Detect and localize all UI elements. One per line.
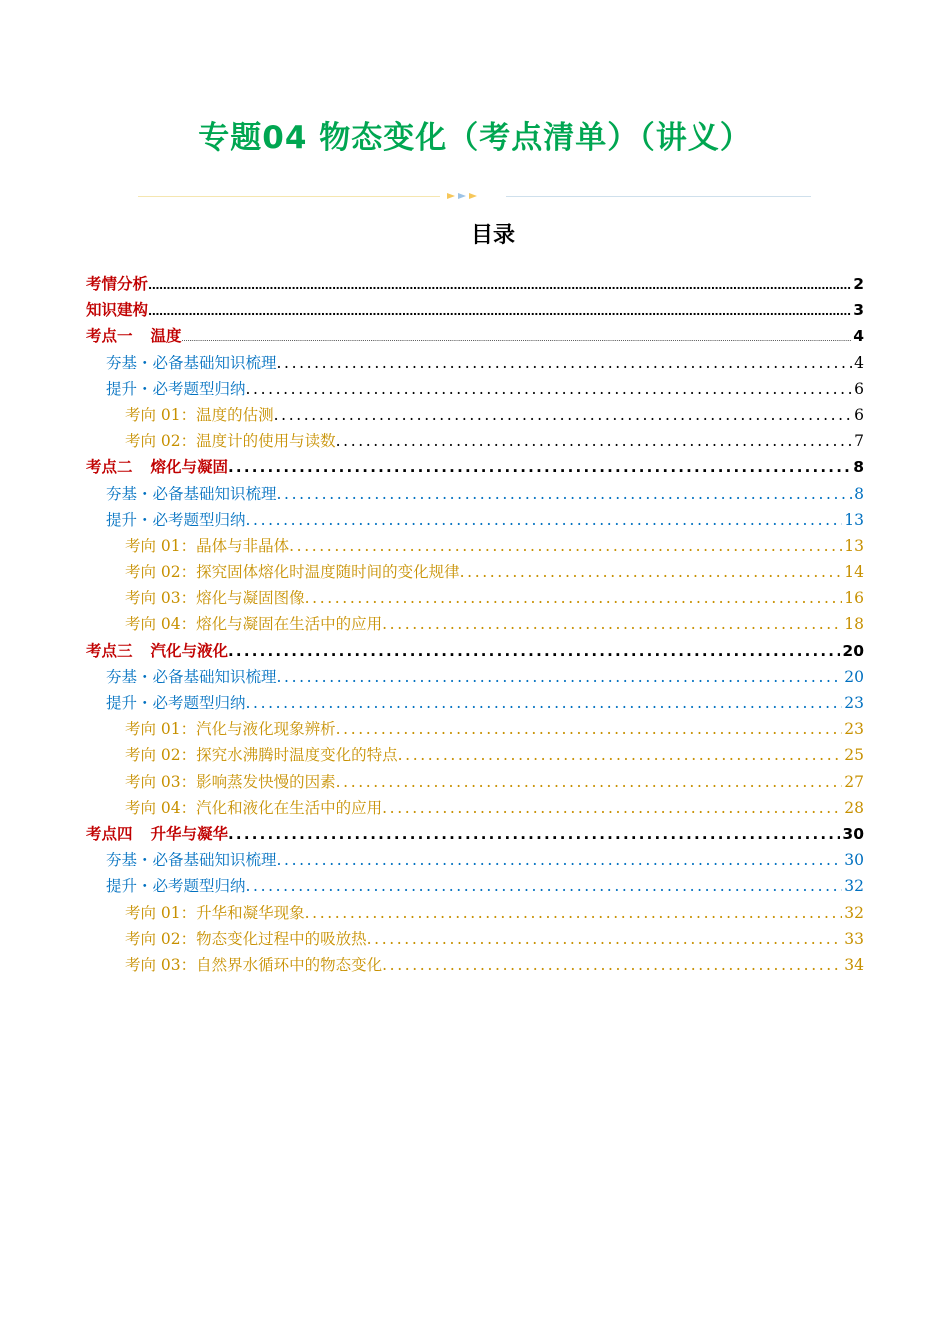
toc-page-number: 13 [844,536,864,555]
toc-entry-topic-4[interactable] [86,822,864,848]
toc-entry-direction[interactable] [86,770,864,796]
toc-entry-basics[interactable] [86,665,864,691]
toc-page-number: 14 [844,563,864,582]
toc-label: 考向 04：汽化和液化在生活中的应用 [125,798,383,817]
toc-label: 知识建构 [86,301,149,320]
toc-label: 考向 02：探究固体熔化时温度随时间的变化规律 [125,563,460,582]
toc-leader [367,930,843,948]
toc-label: 考向 01：升华和凝华现象 [125,903,305,922]
title-divider [138,188,811,204]
toc-page-number: 2 [853,275,864,293]
toc-leader [336,720,843,738]
toc-page-number: 27 [844,772,864,791]
toc-leader [246,694,843,712]
toc-leader [336,432,852,450]
toc-entry-direction[interactable] [86,717,864,743]
toc-label: 夯基・必备基础知识梳理 [106,484,277,503]
toc-leader [246,877,843,895]
toc-leader [382,799,842,817]
toc-leader [274,406,852,424]
toc-entry-direction[interactable] [86,901,864,927]
toc-leader [398,746,843,764]
toc-entry-basics[interactable] [86,482,864,508]
toc-leader [148,279,851,292]
toc-leader [382,615,842,633]
toc-leader [289,537,842,555]
toc-page-number: 23 [844,694,864,712]
toc-label [86,455,228,477]
toc-page-number: 3 [853,301,864,320]
arrow-ornament-icon [445,189,485,203]
toc-leader [148,305,851,318]
toc-label: 提升・必考题型归纳 [106,510,246,529]
toc-page-number: 32 [844,903,864,922]
toc-entry-basics[interactable] [86,848,864,874]
toc-page-number: 13 [844,510,864,529]
toc-page-number: 33 [844,929,864,948]
toc-page-number: 16 [844,589,864,608]
toc-page-number: 8 [854,484,864,503]
toc-topic-name: 熔化与凝固 [150,458,229,477]
toc-entry-direction[interactable] [86,586,864,612]
toc-topic-number: 考点三 [86,641,133,660]
toc-label: 夯基・必备基础知识梳理 [106,851,277,870]
toc-entry-direction[interactable] [86,796,864,822]
toc-entry-topic-1[interactable] [86,324,864,350]
toc-leader [277,668,843,686]
toc-page-number: 34 [844,955,864,974]
toc-entry-exam-analysis[interactable] [86,272,864,298]
toc-label: 提升・必考题型归纳 [106,694,246,712]
toc-label: 考情分析 [86,275,149,293]
toc-entry-direction[interactable] [86,560,864,586]
toc-page-number: 4 [854,353,864,372]
toc-entry-basics[interactable] [86,351,864,377]
toc-leader [182,335,852,343]
toc-page-number: 23 [844,720,864,739]
toc-leader [336,773,843,791]
toc-label: 夯基・必备基础知识梳理 [106,353,277,372]
page-title: 专题04 物态变化（考点清单）（讲义） [198,120,752,156]
toc-topic-number: 考点二 [86,458,133,477]
divider-line-right [506,196,811,197]
toc-entry-topic-3[interactable] [86,639,864,665]
toc-label: 提升・必考题型归纳 [106,877,246,896]
toc-page-number: 28 [844,798,864,817]
toc-leader [228,825,840,843]
toc-leader [382,956,842,974]
toc-entry-direction[interactable] [86,743,864,769]
toc-page-number: 30 [842,824,864,843]
toc-page-number: 25 [844,746,864,765]
toc-entry-direction[interactable] [86,612,864,638]
toc-entry-question-types[interactable] [86,874,864,900]
toc-label [86,324,182,346]
toc-leader [277,485,853,503]
toc-label: 考向 02：温度计的使用与读数 [125,432,336,451]
toc-label: 考向 02：探究水沸腾时温度变化的特点 [125,746,398,765]
toc-entry-direction[interactable] [86,534,864,560]
toc-topic-name: 汽化与液化 [150,641,229,660]
toc-entry-direction[interactable] [86,953,864,979]
toc-page-number: 20 [842,641,864,660]
toc-heading: 目录 [470,223,515,248]
toc-leader [246,511,843,529]
toc-leader [277,851,843,869]
toc-page-number: 30 [844,851,864,870]
toc-label [86,639,228,661]
toc-entry-question-types[interactable] [86,508,864,534]
toc-leader [460,563,843,581]
toc-label: 考向 03：影响蒸发快慢的因素 [125,772,336,791]
toc-label: 考向 02：物态变化过程中的吸放热 [125,929,367,948]
toc-page-number: 18 [844,615,864,634]
toc-entry-knowledge-structure[interactable] [86,298,864,324]
toc-page-number: 32 [844,877,864,896]
toc-leader [228,642,840,660]
toc-label: 夯基・必备基础知识梳理 [106,667,277,686]
toc-topic-number: 考点四 [86,824,133,843]
toc-entry-direction[interactable] [86,429,864,455]
toc-page-number: 8 [853,458,864,477]
toc-label: 考向 01：晶体与非晶体 [125,536,290,555]
toc-label [86,822,228,844]
toc-leader [305,589,843,607]
toc-page-number: 20 [844,667,864,686]
toc-page-number: 6 [854,379,864,398]
divider-line-left [138,196,440,197]
toc-leader [228,458,851,476]
toc-topic-number: 考点一 [86,327,133,346]
toc-label: 考向 01：汽化与液化现象辨析 [125,720,336,739]
toc-entry-question-types[interactable] [86,377,864,403]
toc-label: 提升・必考题型归纳 [106,379,246,398]
toc-topic-name: 温度 [150,327,182,346]
toc-page-number: 4 [853,327,864,346]
toc-entry-topic-2[interactable] [86,455,864,481]
toc-topic-name: 升华与凝华 [150,824,229,843]
toc-leader [277,354,853,372]
toc-entry-question-types[interactable] [86,691,864,717]
toc-label: 考向 03：熔化与凝固图像 [125,589,305,608]
toc-label: 考向 01：温度的估测 [125,405,274,424]
toc-entry-direction[interactable] [86,403,864,429]
toc-leader [246,380,853,398]
toc-page-number: 7 [854,432,864,451]
toc-label: 考向 03：自然界水循环中的物态变化 [125,955,383,974]
toc-entry-direction[interactable] [86,927,864,953]
toc-leader [305,904,843,922]
toc-page-number: 6 [854,405,864,424]
table-of-contents [86,272,864,979]
toc-label: 考向 04：熔化与凝固在生活中的应用 [125,615,383,634]
